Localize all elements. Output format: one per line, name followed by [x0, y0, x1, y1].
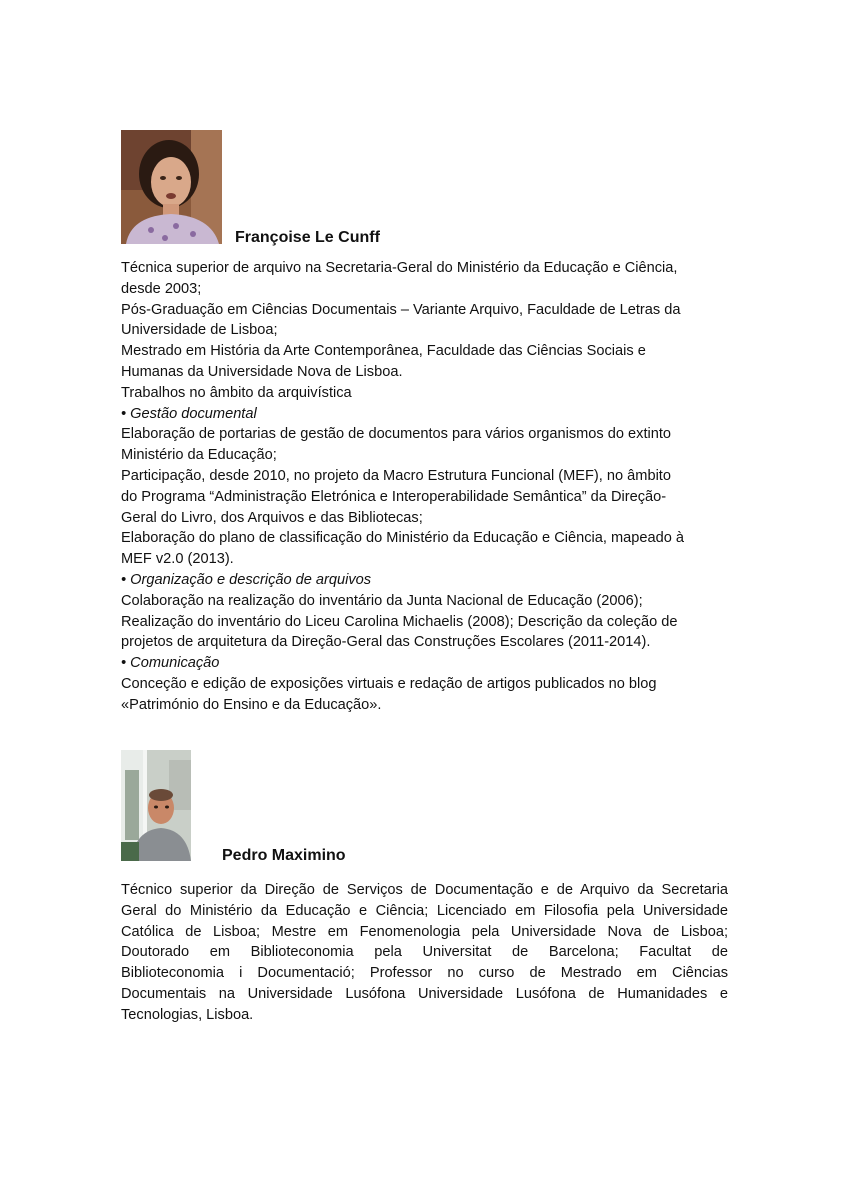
bio-line: Ministério da Educação; [121, 447, 277, 464]
bio-line: Realização do inventário do Liceu Carolina Michaelis (2008); Descrição da coleção de [121, 613, 678, 630]
bio-line: projetos de arquitetura da Direção-Geral das Construções Escolares (2011-2014). [121, 634, 651, 651]
bio-section-heading: • Comunicação [121, 655, 220, 672]
bio-line: Elaboração do plano de classificação do Ministério da Educação e Ciência, mapeado à [121, 530, 685, 547]
bio-line: Pós-Graduação em Ciências Documentais – Variante Arquivo, Faculdade de Letras da [121, 301, 681, 318]
portrait-francoise-le-cunff [121, 130, 222, 244]
bio-line: Mestrado em História da Arte Contemporânea, Faculdade das Ciências Sociais e [121, 343, 646, 360]
bio-line: Católica de Lisboa; Mestre em Fenomenologia pela Universidade Nova de Lisboa; [121, 923, 728, 940]
person-name-pedro: Pedro Maximino [222, 847, 346, 864]
bio-section-heading: • Organização e descrição de arquivos [121, 571, 372, 588]
bio-section-heading: • Gestão documental [121, 405, 257, 422]
portrait-photo [121, 130, 222, 244]
bio-line: Doutorado em Biblioteconomia pela Universitat de Barcelona; Facultat de [121, 944, 728, 961]
bio-pedro [121, 880, 728, 1026]
bio-line: Tecnologias, Lisboa. [121, 1006, 254, 1023]
bio-line: Geral do Livro, dos Arquivos e das Bibliotecas; [121, 509, 423, 526]
bio-line: Conceção e edição de exposições virtuais e redação de artigos publicados no blog [121, 675, 657, 692]
bio-line: Colaboração na realização do inventário da Junta Nacional de Educação (2006); [121, 592, 643, 609]
bio-line: Trabalhos no âmbito da arquivística [121, 384, 352, 401]
bio-line: desde 2003; [121, 280, 202, 297]
bio-line: Técnico superior da Direção de Serviços de Documentação e de Arquivo da Secretaria [121, 882, 728, 898]
bio-line: Geral do Ministério da Educação e Ciência; Licenciado em Filosofia pela Universidade [121, 902, 728, 919]
bio-line: Elaboração de portarias de gestão de documentos para vários organismos do extinto [121, 426, 672, 443]
portrait-photo [121, 750, 191, 861]
bio-line: Universidade de Lisboa; [121, 322, 278, 339]
person-name-francoise: Françoise Le Cunff [235, 229, 380, 246]
bio-line: MEF v2.0 (2013). [121, 551, 234, 568]
bio-line: Participação, desde 2010, no projeto da Macro Estrutura Funcional (MEF), no âmbito [121, 467, 671, 484]
bio-line: «Património do Ensino e da Educação». [121, 696, 382, 713]
bio-line: Técnica superior de arquivo na Secretaria-Geral do Ministério da Educação e Ciência, [121, 260, 678, 276]
portrait-pedro-maximino [121, 750, 191, 861]
bio-line: Biblioteconomia i Documentació; Professor no curso de Mestrado em Ciências [121, 965, 728, 982]
bio-francoise [121, 258, 733, 716]
bio-line: do Programa “Administração Eletrónica e Interoperabilidade Semântica” da Direção- [121, 488, 667, 505]
bio-line: Documentais na Universidade Lusófona Universidade Lusófona de Humanidades e [121, 985, 728, 1002]
bio-line: Humanas da Universidade Nova de Lisboa. [121, 363, 403, 380]
